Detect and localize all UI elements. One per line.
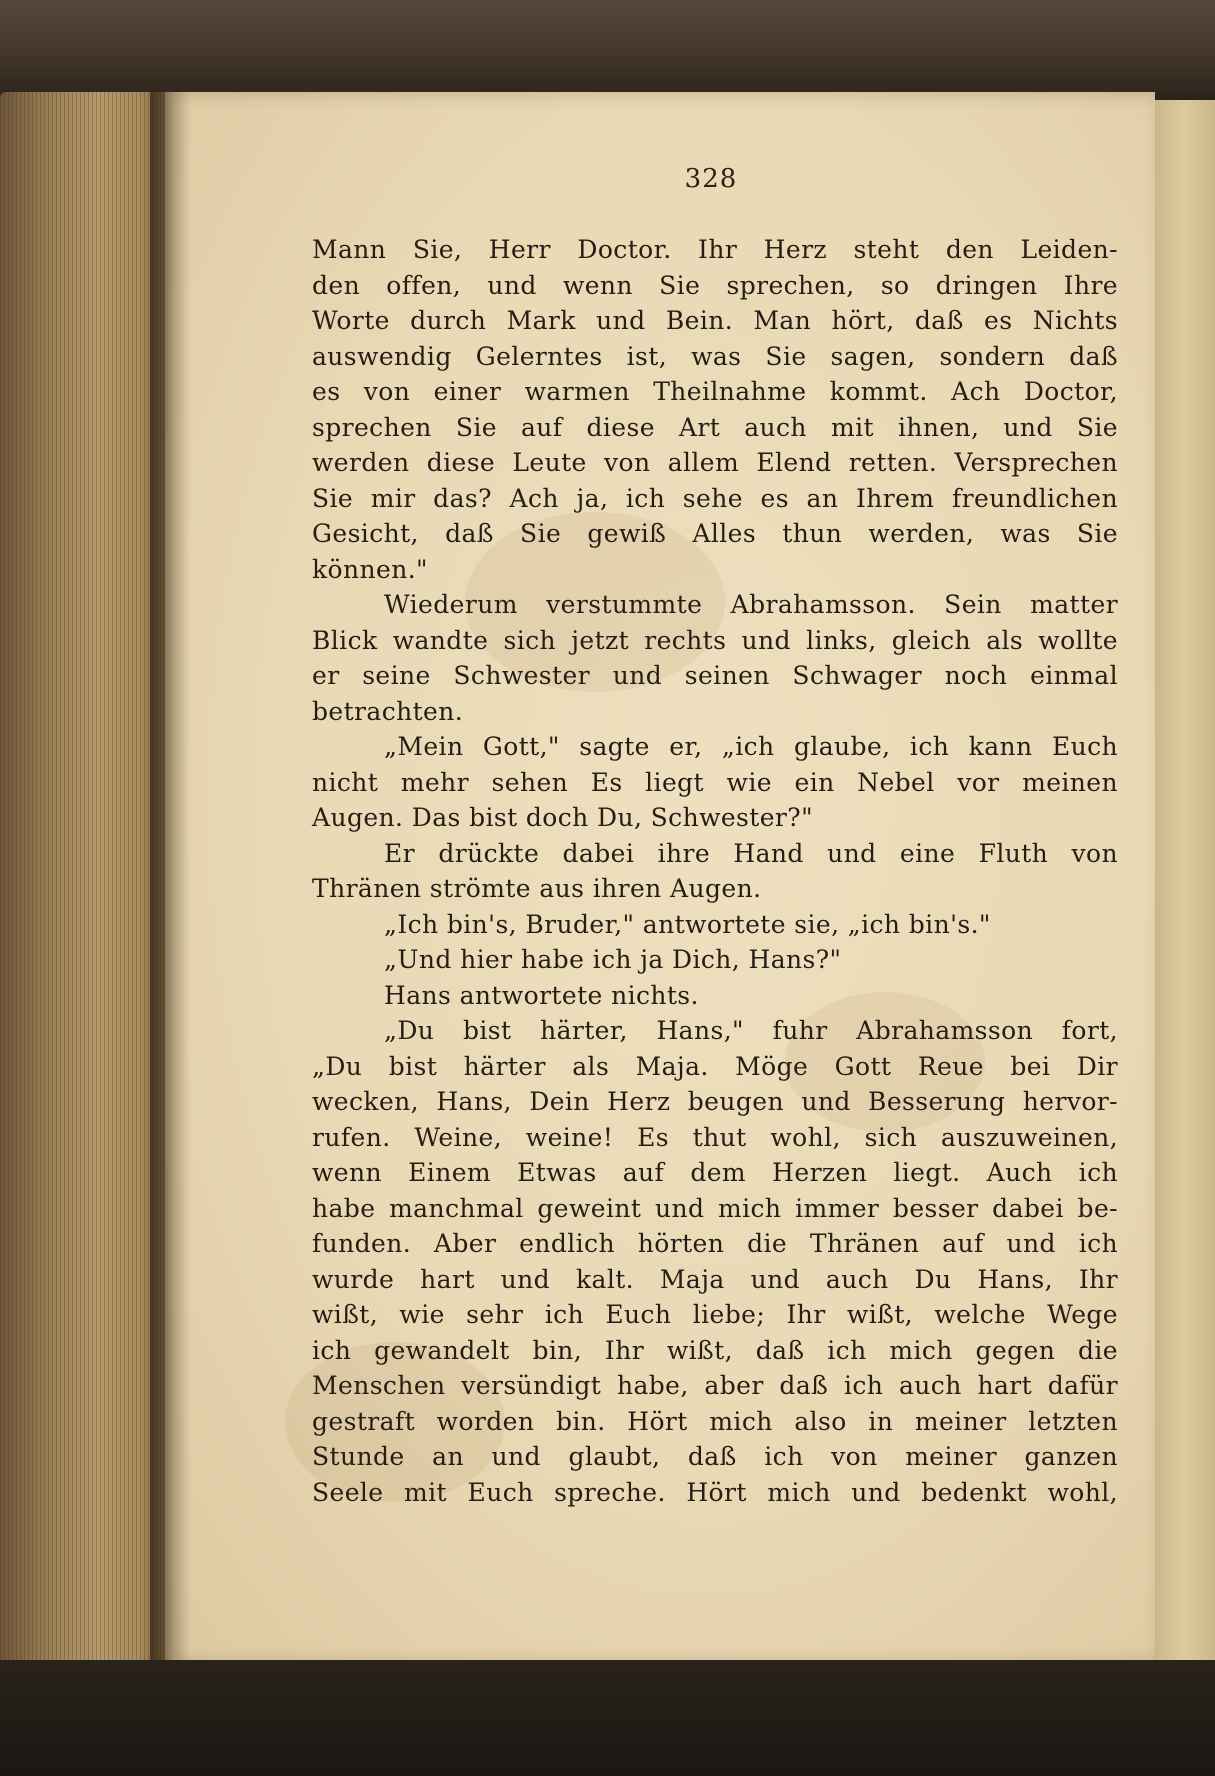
text-line: den offen, und wenn Sie sprechen, so dringen Ihre xyxy=(312,270,1118,300)
text-line: „Du bist härter, Hans," fuhr Abrahamsson fort, xyxy=(384,1016,1118,1045)
text-line: funden. Aber endlich hörten die Thränen auf und ich xyxy=(312,1229,1118,1258)
page-number: 328 xyxy=(684,164,738,194)
text-line: Worte durch Mark und Bein. Man hört, daß es Nichts xyxy=(312,306,1118,335)
text-line: Sie mir das? Ach ja, ich sehe es an Ihrem freundlichen xyxy=(312,483,1118,513)
text-line: Er drückte dabei ihre Hand und eine Fluth von xyxy=(384,838,1118,868)
text-line: wißt, wie sehr ich Euch liebe; Ihr wißt, welche Wege xyxy=(312,1300,1118,1329)
text-line: habe manchmal geweint und mich immer besser dabei be- xyxy=(312,1193,1118,1223)
text-line: „Und hier habe ich ja Dich, Hans?" xyxy=(384,945,842,974)
text-line: Gesicht, daß Sie gewiß Alles thun werden, was Sie xyxy=(312,519,1118,548)
text-line: gestraft worden bin. Hört mich also in meiner letzten xyxy=(312,1406,1118,1436)
text-line: Hans antwortete nichts. xyxy=(384,980,699,1010)
text-line: Mann Sie, Herr Doctor. Ihr Herz steht den Leiden- xyxy=(312,235,1118,264)
body-text xyxy=(312,232,1118,1510)
text-line: ich gewandelt bin, Ihr wißt, daß ich mich gegen die xyxy=(312,1335,1118,1365)
text-line: sprechen Sie auf diese Art auch mit ihnen, und Sie xyxy=(312,412,1118,442)
text-line: Blick wandte sich jetzt rechts und links, gleich als wollte xyxy=(312,625,1118,655)
text-line: es von einer warmen Theilnahme kommt. Ach Doctor, xyxy=(312,377,1118,406)
text-line: wenn Einem Etwas auf dem Herzen liegt. Auch ich xyxy=(312,1158,1118,1187)
facing-page-edge xyxy=(1150,100,1215,1660)
text-line: Seele mit Euch spreche. Hört mich und bedenkt wohl, xyxy=(312,1477,1118,1507)
text-line: betrachten. xyxy=(312,696,464,726)
text-line: können." xyxy=(312,554,428,584)
text-line: „Ich bin's, Bruder," antwortete sie, „ich bin's." xyxy=(384,909,991,939)
text-line: nicht mehr sehen Es liegt wie ein Nebel vor meinen xyxy=(312,767,1118,797)
text-line: Thränen strömte aus ihren Augen. xyxy=(312,874,762,903)
text-line: auswendig Gelerntes ist, was Sie sagen, sondern daß xyxy=(312,341,1118,371)
text-line: Stunde an und glaubt, daß ich von meiner ganzen xyxy=(312,1442,1118,1471)
text-line: Wiederum verstummte Abrahamsson. Sein matter xyxy=(384,590,1118,619)
gutter-shadow xyxy=(150,92,190,1667)
text-line: er seine Schwester und seinen Schwager noch einmal xyxy=(312,661,1118,690)
text-line: wurde hart und kalt. Maja und auch Du Hans, Ihr xyxy=(312,1264,1118,1294)
book-cover-top xyxy=(0,0,1215,95)
book-cover-bottom xyxy=(0,1660,1215,1776)
text-line: „Du bist härter als Maja. Möge Gott Reue bei Dir xyxy=(312,1051,1118,1081)
page-block-edge xyxy=(0,92,165,1667)
text-line: Menschen versündigt habe, aber daß ich auch hart dafür xyxy=(312,1371,1118,1400)
text-line: werden diese Leute von allem Elend retten. Versprechen xyxy=(312,448,1118,477)
text-line: „Mein Gott," sagte er, „ich glaube, ich kann Euch xyxy=(384,732,1118,761)
text-line: wecken, Hans, Dein Herz beugen und Besserung hervor- xyxy=(312,1087,1118,1116)
text-line: Augen. Das bist doch Du, Schwester?" xyxy=(312,803,813,832)
text-line: rufen. Weine, weine! Es thut wohl, sich auszuweinen, xyxy=(312,1122,1118,1152)
